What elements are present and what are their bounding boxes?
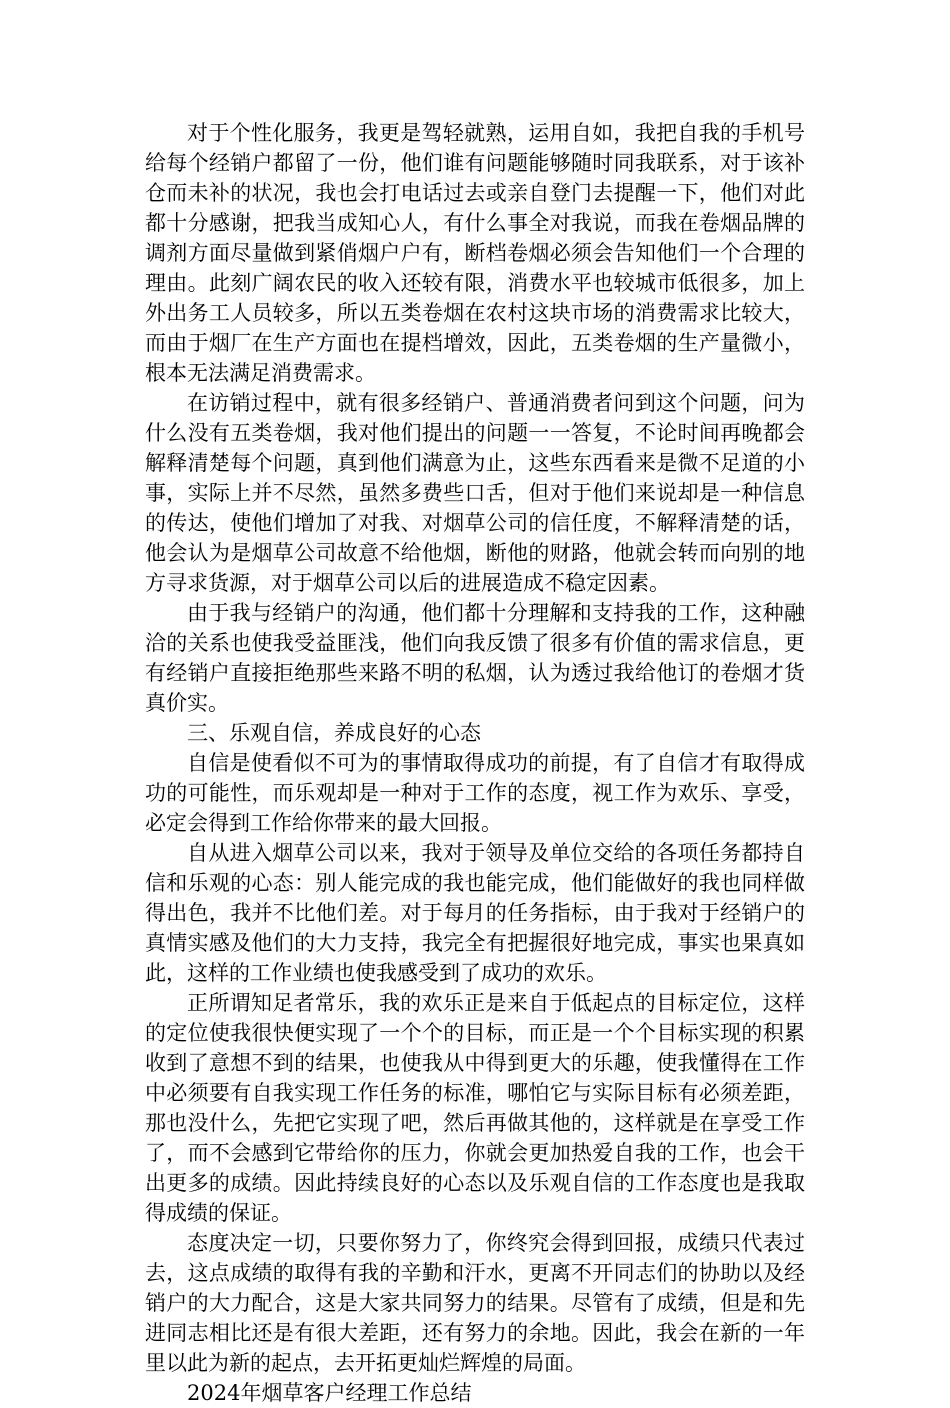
paragraph-personalized-service: 对于个性化服务，我更是驾轻就熟，运用自如，我把自我的手机号给每个经销户都留了一份，他们谁有问题能够随时同我联系，对于该补仓而未补的状况，我也会打电话过去或亲自登门去提醒一下，他们对此都十分感谢，把我当成知心人，有什么事全对我说，而我在卷烟品牌的调剂方面尽量做到紧俏烟户户有，断档卷烟必须会告知他们一个合理的理由。此刻广阔农民的收入还较有限，消费水平也较城市低很多，加上外出务工人员较多，所以五类卷烟在农村这块市场的消费需求比较大，而由于烟厂在生产方面也在提档增效，因此，五类卷烟的生产量微小，根本无法满足消费需求。	[145, 121, 805, 385]
paragraph-confidence: 自信是使看似不可为的事情取得成功的前提，有了自信才有取得成功的可能性，而乐观却是一种对于工作的态度，视工作为欢乐、享受，必定会得到工作给你带来的最大回报。	[145, 751, 805, 835]
paragraph-contentment: 正所谓知足者常乐，我的欢乐正是来自于低起点的目标定位，这样的定位使我很快便实现了一个个的目标，而正是一个个目标实现的积累收到了意想不到的结果，也使我从中得到更大的乐趣，使我懂得在工作中必须要有自我实现工作任务的标准，哪怕它与实际目标有必须差距，那也没什么，先把它实现了吧，然后再做其他的，这样就是在享受工作了，而不会感到它带给你的压力，你就会更加热爱自我的工作，也会干出更多的成绩。因此持续良好的心态以及乐观自信的工作态度也是我取得成绩的保证。	[145, 991, 805, 1225]
paragraph-communication: 由于我与经销户的沟通，他们都十分理解和支持我的工作，这种融洽的关系也使我受益匪浅，他们向我反馈了很多有价值的需求信息，更有经销户直接拒绝那些来路不明的私烟，认为透过我给他订的卷烟才货真价实。	[145, 601, 805, 715]
section-heading-optimism: 三、乐观自信，养成良好的心态	[187, 721, 481, 745]
next-document-title: 2024年烟草客户经理工作总结	[187, 1381, 472, 1405]
document-page	[145, 118, 805, 1408]
paragraph-sales-visits: 在访销过程中，就有很多经销户、普通消费者问到这个问题，问为什么没有五类卷烟，我对他们提出的问题一一答复，不论时间再晚都会解释清楚每个问题，真到他们满意为止，这些东西看来是微不足道的小事，实际上并不尽然，虽然多费些口舌，但对于他们来说却是一种信息的传达，使他们增加了对我、对烟草公司的信任度，不解释清楚的话，他会认为是烟草公司故意不给他烟，断他的财路，他就会转而向别的地方寻求货源，对于烟草公司以后的进展造成不稳定因素。	[145, 391, 805, 595]
paragraph-since-joining: 自从进入烟草公司以来，我对于领导及单位交给的各项任务都持自信和乐观的心态：别人能完成的我也能完成，他们能做好的我也同样做得出色，我并不比他们差。对于每月的任务指标，由于我对于经销户的真情实感及他们的大力支持，我完全有把握很好地完成，事实也果真如此，这样的工作业绩也使我感受到了成功的欢乐。	[145, 841, 805, 985]
paragraph-attitude: 态度决定一切，只要你努力了，你终究会得到回报，成绩只代表过去，这点成绩的取得有我的辛勤和汗水，更离不开同志们的协助以及经销户的大力配合，这是大家共同努力的结果。尽管有了成绩，但是和先进同志相比还是有很大差距，还有努力的余地。因此，我会在新的一年里以此为新的起点，去开拓更灿烂辉煌的局面。	[145, 1231, 805, 1375]
